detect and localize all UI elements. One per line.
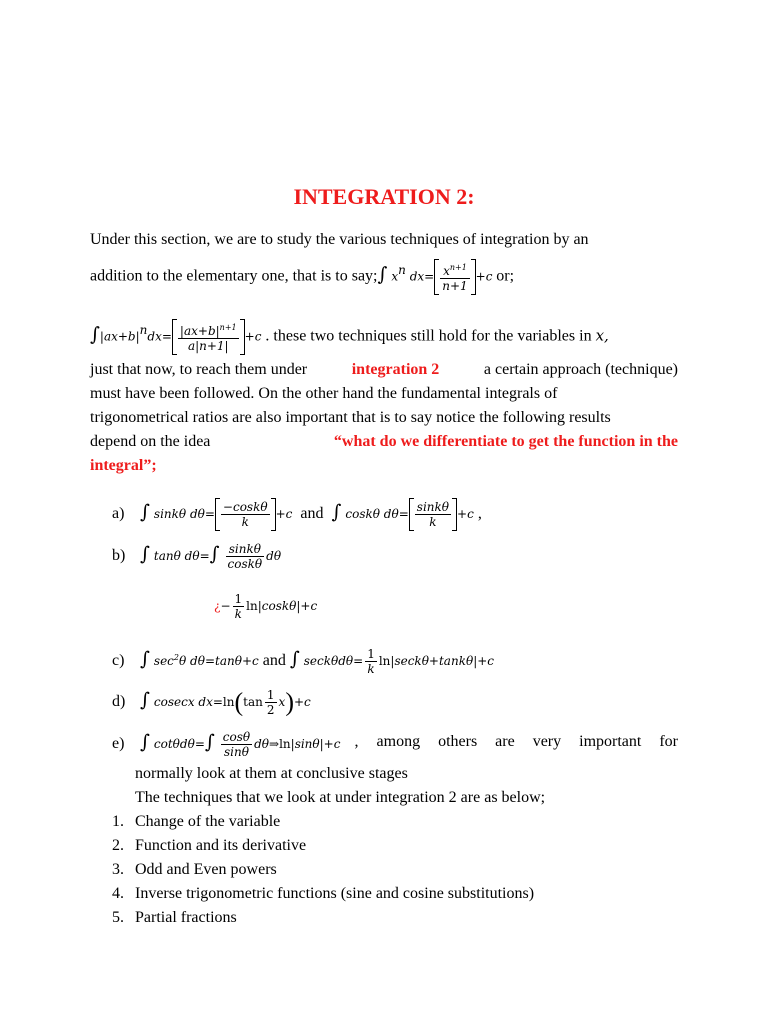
list-item: 2. Function and its derivative (112, 837, 307, 854)
formula-c: c) ∫ $\sec^2\theta$ dθ=tanθ+c and ∫ seckθdθ= $\frac{1}{k}$ ln|seckθ+tankθ|+c (112, 646, 495, 676)
intro-line-2-or: or; (496, 267, 515, 285)
intro-line-5: must have been followed. On the other hand the fundamental integrals of (90, 385, 558, 402)
intro-line-4-highlight: integration 2 (351, 361, 440, 378)
formula-b: b) ∫ tanθ dθ=∫ $\frac{\sin k\theta}{\cos k\theta}$ dθ (112, 542, 282, 571)
techniques-list (112, 810, 534, 930)
formula-c-label: c) (112, 652, 125, 669)
intro-line-4 (90, 358, 678, 382)
intro-line-6: trigonometrical ratios are also important that is to say notice the following results (90, 409, 611, 426)
intro-line-2: addition to the elementary one, that is to say;∫ $x^n$ dx= $\frac{x^{n+1}}{n+1}$ +c or; (90, 258, 678, 294)
techniques-intro: The techniques that we look at under integration 2 are as below; (135, 789, 546, 806)
formula-d-label: d) (112, 693, 126, 711)
intro-line-3-text: . these two techniques still hold for the variables in (265, 327, 592, 345)
list-item: 3. Odd and Even powers (112, 861, 277, 878)
intro-line-3: $\int|ax+b|^ndx=$ $\frac{|ax+b|^{n+1}}{a|n+1|}$ +c . these two techniques still hold for the variables in x, (90, 318, 678, 354)
formula-e-label: e) (112, 735, 125, 753)
intro-line-8: integral”; (90, 457, 157, 474)
intro-line-7-highlight: “what do we differentiate to get the function in the (333, 433, 678, 450)
formula-d: d) ∫ cosecx dx=ln(tan $\frac{1}{2}$ x)+c (112, 687, 311, 717)
page-title: INTEGRATION 2: (293, 184, 475, 209)
formula-a-and: and (300, 505, 324, 523)
intro-line-7-text: depend on the idea (90, 433, 211, 450)
list-item: 1. Change of the variable (112, 813, 281, 830)
formula-e-text: , among others are very important for (354, 733, 678, 750)
formula-b-result: ¿− $\frac{1}{k}$ ln|coskθ|+c (214, 592, 318, 621)
intro-line-4-tail: a certain approach (technique) (483, 361, 678, 378)
intro-line-7 (90, 430, 678, 454)
formula-b-label: b) (112, 547, 126, 565)
formula-a-label: a) (112, 505, 125, 523)
intro-line-3-var: x, (595, 326, 609, 345)
formula-e-continued: normally look at them at conclusive stages (135, 765, 408, 782)
formula-e: e) ∫ cotθdθ=∫ $\frac{\cos\theta}{\sin\theta}$ dθ⇒ln|sinθ|+c , among others are very important for (112, 730, 678, 759)
intro-line-2-text: addition to the elementary one, that is to say; (90, 267, 378, 285)
intro-line-4-text: just that now, to reach them under (90, 361, 308, 378)
formula-c-and: and (262, 652, 286, 669)
list-item: 4. Inverse trigonometric functions (sine and cosine substitutions) (112, 885, 535, 902)
intro-line-1: Under this section, we are to study the various techniques of integration by an (90, 231, 589, 248)
formula-a: a) ∫ sinkθ dθ= $\frac{-\cos k\theta}{k}$ +c and ∫ coskθ dθ= $\frac{\sin k\theta}{k}$ +c , (112, 500, 482, 529)
list-item: 5. Partial fractions (112, 909, 237, 926)
